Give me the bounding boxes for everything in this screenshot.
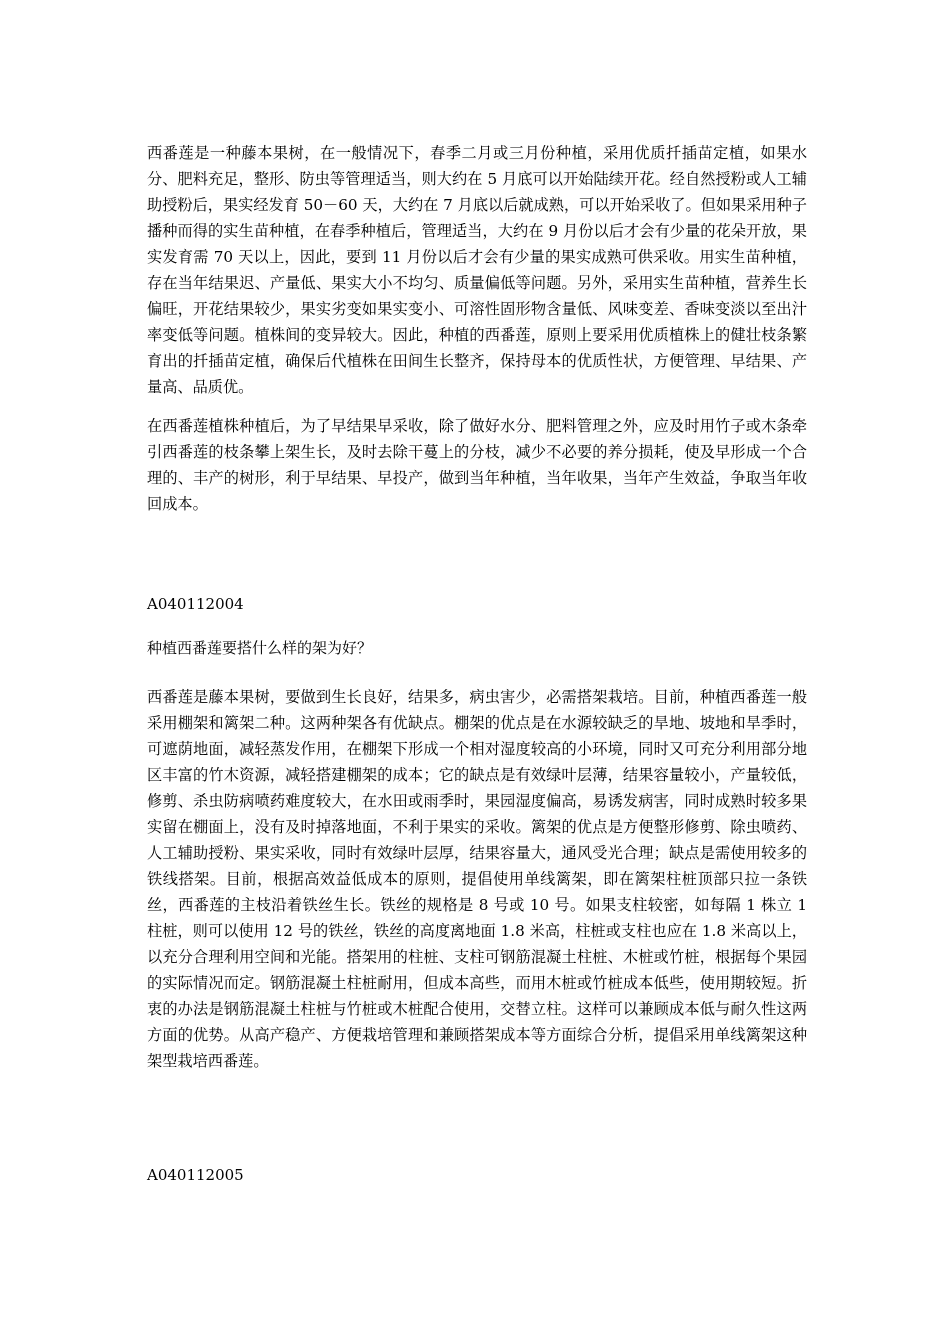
section-code: A040112004	[147, 595, 244, 613]
section-question: 种植西番莲要搭什么样的架为好？	[147, 639, 373, 657]
paragraph-planting-timing: 西番莲是一种藤本果树，在一般情况下，春季二月或三月份种植，采用优质扦插苗定植，如果水分、肥料充足，整形、防虫等管理适当，则大约在 5 月底可以开始陆续开花。经自然授粉或人工辅助授粉后，果实经发育 50－60 天，大约在 7 月底以后就成熟，可以开始采收了。但如果采用种子播种而得的实生苗种植，在春季种植后，管理适当，大约在 9 月份以后才会有少量的花朵开放，果实发育需 70 天以上，因此，要到 11 月份以后才会有少量的果实成熟可供采收。用实生苗种植，存在当年结果迟、产量低、果实大小不均匀、质量偏低等问题。另外，采用实生苗种植，营养生长偏旺，开花结果较少，果实劣变如果实变小、可溶性固形物含量低、风味变差、香味变淡以至出汁率变低等问题。植株间的变异较大。因此，种植的西番莲，原则上要采用优质植株上的健壮枝条繁育出的扦插苗定植，确保后代植株在田间生长整齐，保持母本的优质性状，方便管理、早结果、产量高、品质优。	[147, 144, 807, 396]
paragraph-training-vines: 在西番莲植株种植后，为了早结果早采收，除了做好水分、肥料管理之外，应及时用竹子或木条牵引西番莲的枝条攀上架生长，及时去除干蔓上的分枝，减少不必要的养分损耗，使及早形成一个合理的、丰产的树形，利于早结果、早投产，做到当年种植，当年收果，当年产生效益，争取当年收回成本。	[147, 417, 807, 513]
section-code-next: A040112005	[147, 1166, 244, 1184]
paragraph-trellis-types: 西番莲是藤本果树，要做到生长良好，结果多，病虫害少，必需搭架栽培。目前，种植西番莲一般采用棚架和篱架二种。这两种架各有优缺点。棚架的优点是在水源较缺乏的旱地、坡地和旱季时，可遮荫地面，减轻蒸发作用，在棚架下形成一个相对湿度较高的小环境，同时又可充分利用部分地区丰富的竹木资源，减轻搭建棚架的成本；它的缺点是有效绿叶层薄，结果容量较小，产量较低，修剪、杀虫防病喷药难度较大，在水田或雨季时，果园湿度偏高，易诱发病害，同时成熟时较多果实留在棚面上，没有及时掉落地面，不利于果实的采收。篱架的优点是方便整形修剪、除虫喷药、人工辅助授粉、果实采收，同时有效绿叶层厚，结果容量大，通风受光合理；缺点是需使用较多的铁线搭架。目前，根据高效益低成本的原则，提倡使用单线篱架，即在篱架柱桩顶部只拉一条铁丝，西番莲的主枝沿着铁丝生长。铁丝的规格是 8 号或 10 号。如果支柱较密，如每隔 1 株立 1 柱桩，则可以使用 12 号的铁丝，铁丝的高度离地面 1.8 米高，柱桩或支柱也应在 1.8 米高以上，以充分合理利用空间和光能。搭架用的柱桩、支柱可钢筋混凝土柱桩、木桩或竹桩，根据每个果园的实际情况而定。钢筋混凝土柱桩耐用，但成本高些，而用木桩或竹桩成本低些，使用期较短。折衷的办法是钢筋混凝土柱桩与竹桩或木桩配合使用，交替立柱。这样可以兼顾成本低与耐久性这两方面的优势。从高产稳产、方便栽培管理和兼顾搭架成本等方面综合分析，提倡采用单线篱架这种架型栽培西番莲。	[147, 688, 807, 1070]
